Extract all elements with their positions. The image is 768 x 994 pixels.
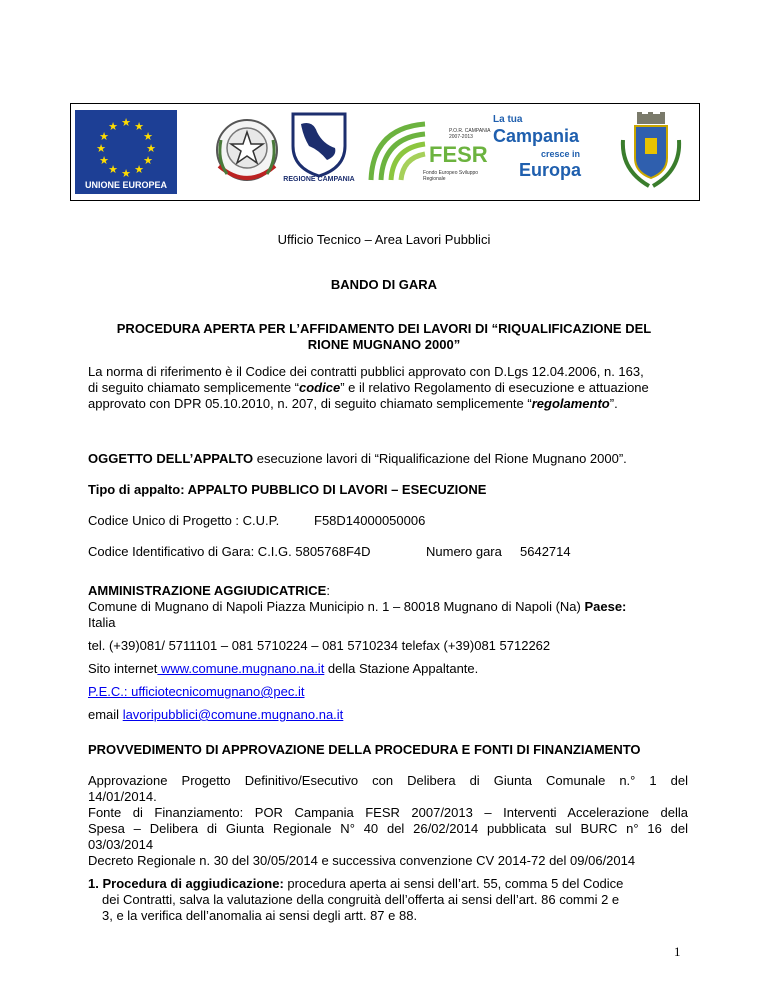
provvedimento-line1: Approvazione Progetto Definitivo/Esecutivo con Delibera di Giunta Comunale n.° 1 del — [88, 773, 688, 788]
svg-text:★: ★ — [96, 142, 106, 155]
intro-paragraph — [88, 364, 688, 412]
email-link[interactable]: lavoripubblici@comune.mugnano.na.it — [122, 707, 344, 722]
procedura-title-line1: PROCEDURA APERTA PER L’AFFIDAMENTO DEI LAVORI DI “RIQUALIFICAZIONE DEL — [116, 321, 652, 336]
campania-line1: La tua — [493, 114, 523, 125]
svg-text:★: ★ — [99, 154, 109, 167]
eu-flag-logo — [75, 110, 177, 194]
codice-term: codice — [299, 380, 341, 395]
regione-label: REGIONE CAMPANIA — [283, 176, 355, 183]
sito-internet-link[interactable]: www.comune.mugnano.na.it — [157, 661, 325, 676]
paese-value: Italia — [88, 615, 116, 630]
email-line: email lavoripubblici@comune.mugnano.na.it — [88, 707, 344, 722]
fesr-subtitle: Fondo Europeo Sviluppo Regionale — [423, 170, 479, 182]
numero-gara-label: Numero gara — [426, 544, 502, 559]
regolamento-term: regolamento — [531, 396, 610, 411]
campania-line4: Europa — [519, 160, 582, 180]
provvedimento-line6: Decreto Regionale n. 30 del 30/05/2014 e successiva convenzione CV 2014-72 del 09/06/2014 — [88, 853, 636, 868]
campania-line2: Campania — [493, 126, 580, 146]
fesr-title: FESR — [429, 142, 488, 167]
cup-label: Codice Unico di Progetto : C.U.P. — [88, 513, 280, 528]
cig-label: Codice Identificativo di Gara: C.I.G. 5805768F4D — [88, 544, 371, 559]
intro-line2: di seguito chiamato semplicemente “codice” e il relativo Regolamento di esecuzione e attuazione — [88, 380, 649, 395]
svg-text:★: ★ — [108, 163, 118, 176]
section-1 — [88, 876, 688, 924]
section-1-line2: dei Contratti, salva la valutazione della congruità dell’offerta ai sensi dell’art. 86 commi 2 e — [102, 892, 620, 907]
logo-banner — [70, 103, 700, 201]
svg-text:★: ★ — [146, 142, 156, 155]
fesr-logo — [363, 110, 495, 194]
svg-text:★: ★ — [99, 130, 109, 143]
bando-title: BANDO DI GARA — [330, 277, 438, 292]
repubblica-italiana-emblem — [205, 110, 289, 194]
page-number: 1 — [674, 944, 681, 959]
telephone-line: tel. (+39)081/ 5711101 – 081 5710224 – 081 5710234 telefax (+39)081 5712262 — [88, 638, 551, 653]
amministrazione-address: Comune di Mugnano di Napoli Piazza Municipio n. 1 – 80018 Mugnano di Napoli (Na) Paese: — [88, 599, 627, 614]
comune-mugnano-coat-of-arms — [611, 110, 691, 194]
section-1-line3: 3, e la verifica dell’anomalia ai sensi degli artt. 87 e 88. — [102, 908, 418, 923]
oggetto-text: esecuzione lavori di “Riqualificazione del Rione Mugnano 2000”. — [253, 451, 627, 466]
sito-internet-line: Sito internet www.comune.mugnano.na.it della Stazione Appaltante. — [88, 661, 479, 676]
fesr-small-label: P.O.R. CAMPANIA 2007-2013 — [449, 128, 491, 140]
intro-line3: approvato con DPR 05.10.2010, n. 207, di seguito chiamato semplicemente “regolamento”. — [88, 396, 618, 411]
pec-line — [88, 684, 688, 700]
provvedimento-line2: 14/01/2014. — [88, 789, 157, 804]
provvedimento-body — [88, 773, 688, 869]
svg-text:★: ★ — [121, 116, 131, 129]
section-1-line1: 1. Procedura di aggiudicazione: procedura aperta ai sensi dell’art. 55, comma 5 del Codice — [88, 876, 624, 891]
regione-shield-icon — [279, 110, 359, 180]
svg-text:★: ★ — [108, 120, 118, 133]
office-name: Ufficio Tecnico – Area Lavori Pubblici — [277, 232, 491, 247]
coat-of-arms-icon — [611, 110, 691, 194]
provvedimento-line3: Fonte di Finanziamento: POR Campania FESR 2007/2013 – Interventi Accelerazione della — [88, 805, 688, 820]
pec-link[interactable]: P.E.C.: ufficiotecnicomugnano@pec.it — [88, 684, 305, 699]
italian-emblem-icon — [205, 110, 289, 194]
svg-text:★: ★ — [121, 167, 131, 180]
procedura-title-line2: RIONE MUGNANO 2000” — [307, 337, 461, 352]
svg-text:★: ★ — [143, 130, 153, 143]
oggetto-label: OGGETTO DELL’APPALTO — [88, 451, 254, 466]
paese-label: Paese: — [584, 599, 627, 614]
eu-label: UNIONE EUROPEA — [84, 180, 167, 190]
provvedimento-line4: Spesa – Delibera di Giunta Regionale N° 40 del 26/02/2014 pubblicata sul BURC n° 16 del — [88, 821, 688, 836]
numero-gara-value: 5642714 — [520, 544, 571, 559]
provvedimento-line5: 03/03/2014 — [88, 837, 154, 852]
oggetto-appalto — [88, 451, 688, 467]
svg-text:★: ★ — [143, 154, 153, 167]
campania-line3: cresce in — [541, 149, 581, 159]
tipo-appalto: Tipo di appalto: APPALTO PUBBLICO DI LAVORI – ESECUZIONE — [88, 482, 487, 497]
amministrazione-heading: AMMINISTRAZIONE AGGIUDICATRICE: — [88, 583, 330, 598]
section-1-number: 1. — [88, 876, 99, 891]
intro-line1: La norma di riferimento è il Codice dei contratti pubblici approvato con D.Lgs 12.04.2006, n. 163, — [88, 364, 644, 379]
campania-europa-logo — [489, 110, 599, 194]
svg-text:★: ★ — [134, 120, 144, 133]
cup-value: F58D14000050006 — [314, 513, 426, 528]
provvedimento-heading: PROVVEDIMENTO DI APPROVAZIONE DELLA PROCEDURA E FONTI DI FINANZIAMENTO — [88, 742, 641, 757]
regione-campania-logo — [279, 110, 359, 194]
section-1-label: Procedura di aggiudicazione: — [102, 876, 284, 891]
svg-text:★: ★ — [134, 163, 144, 176]
